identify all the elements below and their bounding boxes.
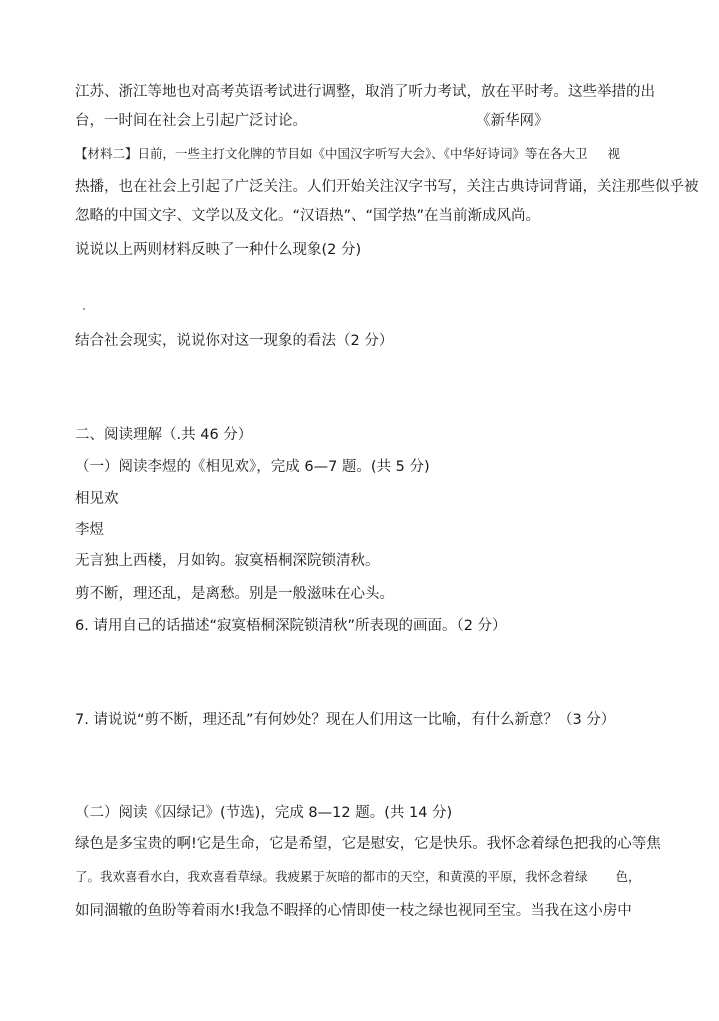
material2-line1-end: 视 — [607, 146, 621, 161]
material2-line1-main: 【材料二】日前，一些主打文化牌的节目如《中国汉字听写大会》、《中华好诗词》等在各大卫 — [75, 146, 588, 161]
passage-line-2-main: 了。我欢喜看水白，我欢喜看草绿。我疲累于灰暗的都市的天空，和黄漠的平原，我怀念着绿 — [75, 869, 588, 884]
stray-dot — [83, 308, 85, 310]
subsection1-title: （一）阅读李煜的《相见欢》，完成 6—7 题。(共 5 分) — [75, 459, 430, 475]
passage-line-1: 绿色是多宝贵的啊!它是生命，它是希望，它是慰安，它是快乐。我怀念着绿色把我的心等焦 — [75, 836, 661, 852]
material1-line2: 台，一时间在社会上引起广泛讨论。 — [75, 113, 307, 129]
question-opinion: 结合社会现实，说说你对这一现象的看法（2 分） — [75, 333, 394, 349]
poem-line-1: 无言独上西楼，月如钩。寂寞梧桐深院锁清秋。 — [75, 553, 380, 569]
poem-title: 相见欢 — [75, 491, 119, 507]
material2-line1 — [75, 144, 620, 164]
subsection2-title: （二）阅读《囚绿记》(节选)，完成 8—12 题。(共 14 分) — [75, 805, 453, 821]
material1-source: 《新华网》 — [476, 113, 549, 129]
material1-line1: 江苏、浙江等地也对高考英语考试进行调整，取消了听力考试，放在平时考。这些举措的出 — [75, 84, 655, 100]
poem-author: 李煜 — [75, 522, 104, 538]
section-title: 二、阅读理解（.共 46 分） — [75, 427, 253, 443]
question-6: 6. 请用自己的话描述“寂寞梧桐深院锁清秋”所表现的画面。（2 分） — [75, 618, 507, 634]
passage-line-2 — [75, 867, 641, 887]
question-phenomenon: 说说以上两则材料反映了一种什么现象(2 分) — [75, 242, 362, 258]
poem-line-2: 剪不断，理还乱，是离愁。别是一般滋味在心头。 — [75, 586, 394, 602]
material2-line2: 热播，也在社会上引起了广泛关注。人们开始关注汉字书写，关注古典诗词背诵，关注那些似乎被 — [75, 179, 699, 195]
passage-line-3: 如同涸辙的鱼盼等着雨水!我急不暇择的心情即使一枝之绿也视同至宝。当我在这小房中 — [75, 903, 632, 919]
material2-line3: 忽略的中国文字、文学以及文化。“汉语热”、“国学热”在当前渐成风尚。 — [75, 208, 541, 224]
passage-line-2-end: 色， — [615, 869, 641, 884]
question-7: 7. 请说说“剪不断，理还乱”有何妙处？现在人们用这一比喻，有什么新意？（3 分） — [75, 712, 616, 728]
